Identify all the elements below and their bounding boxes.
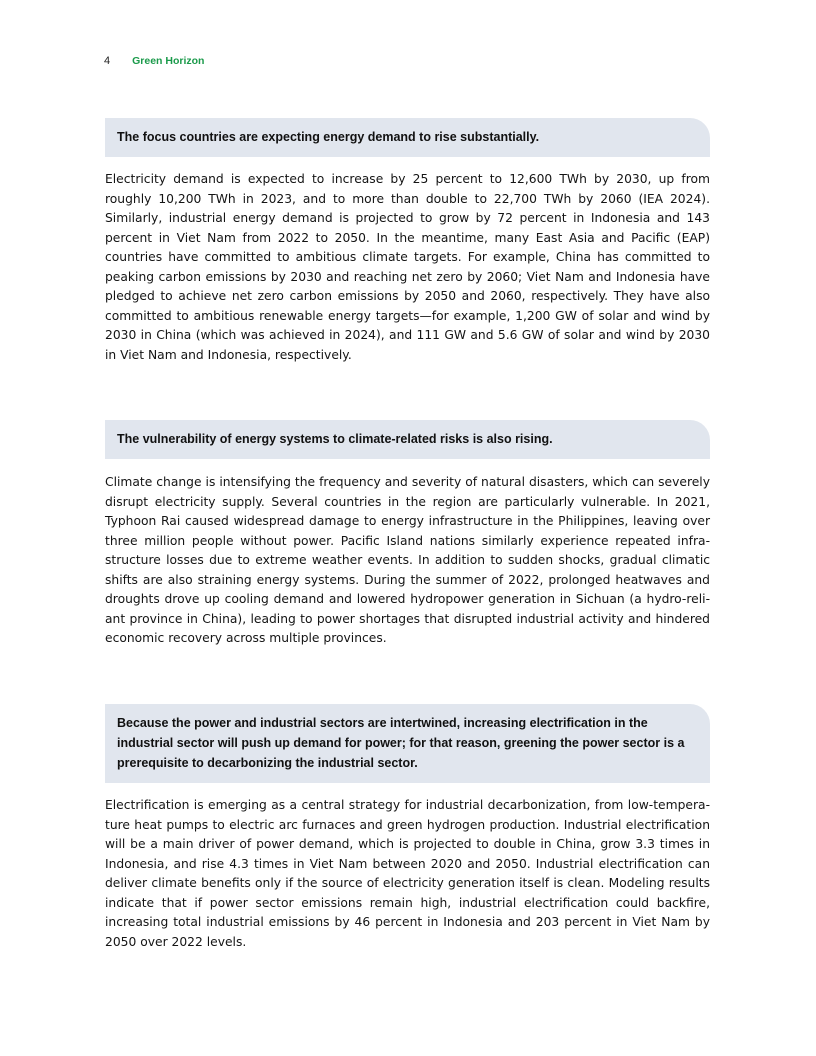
page-number: 4 bbox=[104, 55, 111, 67]
callout-energy-demand: The focus countries are expecting energy demand to rise substantially. bbox=[105, 118, 710, 157]
paragraph-electrification: Electrification is emerging as a central strategy for industrial decarbonization, from low-temperature heat pumps to electric arc furnaces and green hydrogen production. Industrial electrification will be a main driver of power demand, which is projected to double in China, grow 3.3 times in Indonesia, and rise 4.3 times in Viet Nam between 2020 and 2050. Industrial electrification can deliver climate benefits only if the source of electricity generation itself is clean. Modeling results indicate that if power sector emissions remain high, industrial electrification could backfire, increasing total industrial emissions by 46 percent in Indonesia and 203 percent in Viet Nam by 2050 over 2022 levels. bbox=[105, 798, 710, 949]
paragraph-climate-risks: Climate change is intensifying the frequency and severity of natural disasters, which can severely disrupt electricity supply. Several countries in the region are particularly vulnerable. In 2021, Typhoon Rai caused widespread damage to energy infrastructure in the Philippines, leaving over three million people without power. Pacific Island nations similarly experience repeated infrastructure losses due to extreme weather events. In addition to sudden shocks, gradual climatic shifts are also straining energy systems. During the summer of 2022, prolonged heatwaves and droughts drove up cooling demand and lowered hydropower generation in Sichuan (a hydro-reliant province in China), leading to power shortages that disrupted industrial activity and hindered economic recovery across multiple provinces. bbox=[105, 475, 710, 645]
series-title: Green Horizon bbox=[132, 55, 205, 67]
running-header bbox=[104, 55, 204, 67]
callout-electrification: Because the power and industrial sectors are intertwined, increasing electrification in the industrial sector will push up demand for power; for that reason, greening the power sector is a prerequisite to decarbonizing the industrial sector. bbox=[105, 704, 710, 783]
callout-climate-risks: The vulnerability of energy systems to climate-related risks is also rising. bbox=[105, 420, 710, 459]
paragraph-energy-demand: Electricity demand is expected to increase by 25 percent to 12,600 TWh by 2030, up from roughly 10,200 TWh in 2023, and to more than double to 22,700 TWh by 2060 (IEA 2024). Similarly, industrial energy demand is projected to grow by 72 percent in Indonesia and 143 percent in Viet Nam from 2022 to 2050. In the meantime, many East Asia and Pacific (EAP) countries have committed to ambitious climate targets. For example, China has committed to peaking carbon emissions by 2030 and reaching net zero by 2060; Viet Nam and Indonesia have pledged to achieve net zero carbon emissions by 2050 and 2060, respectively. They have also committed to ambitious renewable energy targets—for example, 1,200 GW of solar and wind by 2030 in China (which was achieved in 2024), and 111 GW and 5.6 GW of solar and wind by 2030 in Viet Nam and Indonesia, respectively. bbox=[105, 172, 710, 362]
